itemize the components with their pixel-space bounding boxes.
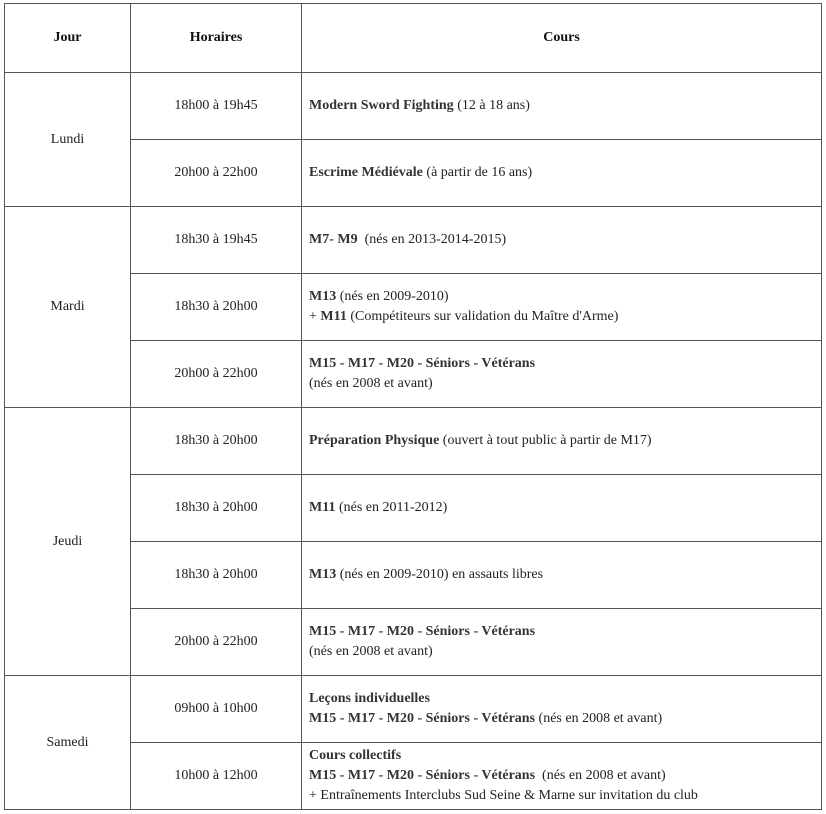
course-detail: (Compétiteurs sur validation du Maître d'Arme) xyxy=(346,309,619,324)
header-cours: Cours xyxy=(302,4,822,73)
course-detail: (nés en 2013-2014-2015) xyxy=(357,232,507,247)
course-line xyxy=(309,786,821,806)
course-line xyxy=(309,498,821,518)
day-cell: Samedi xyxy=(5,676,131,810)
course-line xyxy=(309,374,821,394)
course-cell xyxy=(302,475,822,542)
course-line xyxy=(309,287,821,307)
course-title: M11 xyxy=(309,500,336,515)
time-cell: 20h00 à 22h00 xyxy=(131,341,302,408)
course-detail: (nés en 2009-2010) xyxy=(336,289,449,304)
course-cell xyxy=(302,542,822,609)
course-line xyxy=(309,689,821,709)
time-cell: 20h00 à 22h00 xyxy=(131,609,302,676)
course-detail: (nés en 2008 et avant) xyxy=(535,711,663,726)
header-jour: Jour xyxy=(5,4,131,73)
course-detail: (12 à 18 ans) xyxy=(453,98,530,113)
course-line xyxy=(309,709,821,729)
course-detail: (ouvert à tout public à partir de M17) xyxy=(439,433,652,448)
course-line xyxy=(309,622,821,642)
time-cell: 20h00 à 22h00 xyxy=(131,140,302,207)
course-line xyxy=(309,746,821,766)
course-detail: (nés en 2011-2012) xyxy=(335,500,448,515)
course-cell xyxy=(302,408,822,475)
course-line xyxy=(309,163,821,183)
course-cell xyxy=(302,140,822,207)
course-line xyxy=(309,431,821,451)
course-title: M11 xyxy=(320,309,347,324)
course-detail: (nés en 2008 et avant) xyxy=(309,376,433,391)
table-row xyxy=(5,207,822,274)
table-row xyxy=(5,73,822,140)
header-row xyxy=(5,4,822,73)
course-line xyxy=(309,354,821,374)
header-horaires: Horaires xyxy=(131,4,302,73)
day-cell: Mardi xyxy=(5,207,131,408)
time-cell: 18h30 à 20h00 xyxy=(131,274,302,341)
course-detail: + xyxy=(309,309,321,324)
time-cell: 18h30 à 20h00 xyxy=(131,475,302,542)
time-cell: 09h00 à 10h00 xyxy=(131,676,302,743)
table-row xyxy=(5,676,822,743)
table-row xyxy=(5,408,822,475)
day-cell: Lundi xyxy=(5,73,131,207)
course-title: M15 - M17 - M20 - Séniors - Vétérans xyxy=(309,711,536,726)
course-title: M15 - M17 - M20 - Séniors - Vétérans xyxy=(309,356,536,371)
course-line xyxy=(309,307,821,327)
day-cell: Jeudi xyxy=(5,408,131,676)
course-title: Préparation Physique xyxy=(309,433,440,448)
course-title: M15 - M17 - M20 - Séniors - Vétérans xyxy=(309,624,536,639)
course-title: M15 - M17 - M20 - Séniors - Vétérans xyxy=(309,768,536,783)
course-title: M7- M9 xyxy=(309,232,358,247)
course-title: Escrime Médiévale xyxy=(309,165,423,180)
time-cell: 18h00 à 19h45 xyxy=(131,73,302,140)
course-cell xyxy=(302,609,822,676)
time-cell: 18h30 à 20h00 xyxy=(131,542,302,609)
course-cell xyxy=(302,73,822,140)
course-title: Leçons individuelles xyxy=(309,691,430,706)
course-detail: (à partir de 16 ans) xyxy=(422,165,533,180)
time-cell: 18h30 à 20h00 xyxy=(131,408,302,475)
time-cell: 10h00 à 12h00 xyxy=(131,743,302,810)
schedule-body xyxy=(5,73,822,810)
course-cell xyxy=(302,676,822,743)
course-cell xyxy=(302,743,822,810)
course-line xyxy=(309,96,821,116)
course-title: M13 xyxy=(309,567,337,582)
course-detail: + Entraînements Interclubs Sud Seine & Marne sur invitation du club xyxy=(309,788,698,803)
course-cell xyxy=(302,207,822,274)
course-cell xyxy=(302,341,822,408)
course-title: M13 xyxy=(309,289,337,304)
course-cell xyxy=(302,274,822,341)
course-detail: (nés en 2008 et avant) xyxy=(535,768,666,783)
course-line xyxy=(309,230,821,250)
course-line xyxy=(309,642,821,662)
course-title: Modern Sword Fighting xyxy=(309,98,454,113)
course-line xyxy=(309,565,821,585)
schedule-table xyxy=(4,3,822,810)
course-line xyxy=(309,766,821,786)
time-cell: 18h30 à 19h45 xyxy=(131,207,302,274)
course-detail: (nés en 2009-2010) en assauts libres xyxy=(336,567,544,582)
course-detail: (nés en 2008 et avant) xyxy=(309,644,433,659)
course-title: Cours collectifs xyxy=(309,748,402,763)
